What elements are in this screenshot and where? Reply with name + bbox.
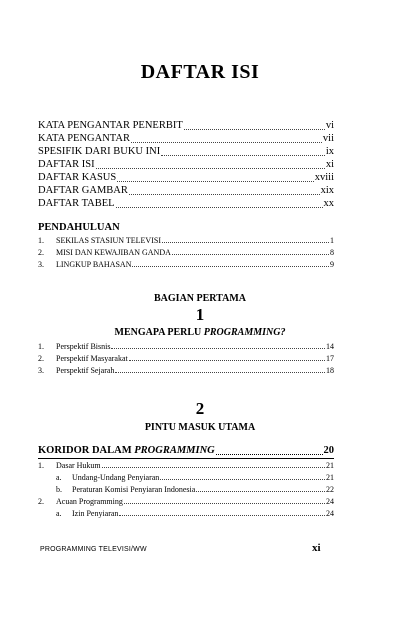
leader-dots — [124, 502, 325, 504]
toc-entry[interactable] — [38, 343, 334, 351]
leader-dots — [116, 206, 323, 208]
leader-dots — [117, 180, 314, 182]
toc-entry-page: 21 — [326, 461, 334, 470]
toc-entry-page: 14 — [326, 342, 334, 351]
chapter-number: 2 — [195, 399, 205, 418]
leader-dots — [96, 167, 325, 169]
leader-dots — [111, 347, 325, 349]
section-heading-pendahuluan: PENDAHULUAN — [38, 222, 120, 233]
toc-entry-page: 24 — [326, 509, 334, 518]
toc-entry[interactable] — [38, 261, 334, 269]
toc-entry-number: 1. — [38, 342, 44, 351]
toc-entry[interactable] — [38, 367, 334, 375]
toc-entry-page: 24 — [326, 497, 334, 506]
toc-entry[interactable] — [38, 199, 334, 210]
toc-entry-page: 17 — [326, 354, 334, 363]
toc-entry-label: SEKILAS STASIUN TELEVISI — [56, 236, 161, 245]
leader-dots — [102, 466, 325, 468]
toc-entry[interactable] — [38, 355, 334, 363]
leader-dots — [161, 154, 325, 156]
toc-section-koridor[interactable] — [38, 446, 334, 457]
toc-entry-label: SPESIFIK DARI BUKU INI — [38, 146, 161, 157]
chapter-title-text: MENGAPA PERLU — [114, 327, 204, 338]
leader-dots — [160, 478, 325, 480]
toc-entry-number: a. — [56, 509, 62, 518]
toc-entry-label: KATA PENGANTAR — [38, 133, 130, 144]
toc-entry[interactable] — [56, 486, 334, 494]
toc-entry-page: ix — [325, 146, 334, 157]
toc-entry-label: Perspektif Masyarakat — [56, 354, 128, 363]
toc-entry-label: Dasar Hukum — [56, 461, 101, 470]
toc-entry-label: DAFTAR TABEL — [38, 198, 115, 209]
chapter-title — [0, 327, 400, 338]
leader-dots — [115, 371, 325, 373]
toc-entry[interactable] — [56, 510, 334, 518]
leader-dots — [129, 193, 320, 195]
leader-dots — [172, 253, 329, 255]
part-heading: BAGIAN PERTAMA — [154, 293, 246, 304]
leader-dots — [216, 453, 323, 455]
toc-entry[interactable] — [38, 462, 334, 470]
toc-entry-number: 3. — [38, 366, 44, 375]
toc-entry-page: 20 — [323, 445, 334, 456]
chapter-number: 1 — [195, 305, 205, 324]
toc-entry-number: 2. — [38, 248, 44, 257]
running-footer: PROGRAMMING TELEVISI/WW — [40, 546, 147, 553]
chapter-title: PINTU MASUK UTAMA — [144, 422, 256, 433]
toc-entry-page: xi — [325, 159, 334, 170]
leader-dots — [132, 265, 329, 267]
leader-dots — [196, 490, 325, 492]
page-title: DAFTAR ISI — [140, 61, 260, 83]
toc-entry-label: DAFTAR ISI — [38, 159, 95, 170]
section-rule — [38, 458, 334, 459]
toc-entry-label: Perspektif Sejarah — [56, 366, 115, 375]
toc-entry-page: 8 — [330, 248, 334, 257]
toc-entry-page: 1 — [330, 236, 334, 245]
toc-entry-number: 1. — [38, 461, 44, 470]
section-label-italic: PROGRAMMING — [134, 445, 215, 456]
toc-entry-label: DAFTAR GAMBAR — [38, 185, 128, 196]
page-number: xi — [312, 542, 321, 554]
toc-entry-page: vii — [322, 133, 334, 144]
toc-entry-label: Undang-Undang Penyiaran — [72, 473, 160, 482]
toc-entry[interactable] — [38, 237, 334, 245]
leader-dots — [131, 141, 322, 143]
toc-entry[interactable] — [38, 147, 334, 158]
toc-entry-number: 3. — [38, 260, 44, 269]
toc-entry-label: MISI DAN KEWAJIBAN GANDA — [56, 248, 171, 257]
toc-entry-number: 2. — [38, 497, 44, 506]
toc-entry-label: Izin Penyiaran — [72, 509, 119, 518]
toc-entry-page: xix — [320, 185, 334, 196]
toc-entry-page: 21 — [326, 473, 334, 482]
toc-entry[interactable] — [38, 498, 334, 506]
toc-entry-page: 9 — [330, 260, 334, 269]
toc-entry-number: b. — [56, 485, 62, 494]
leader-dots — [129, 359, 325, 361]
toc-entry-label: Acuan Programming — [56, 497, 123, 506]
chapter-title-italic: PROGRAMMING? — [203, 327, 286, 338]
toc-entry-page: xx — [323, 198, 334, 209]
toc-entry-page: xviii — [314, 172, 334, 183]
toc-entry[interactable] — [38, 121, 334, 132]
toc-entry-number: a. — [56, 473, 62, 482]
toc-entry-label: DAFTAR KASUS — [38, 172, 117, 183]
toc-entry[interactable] — [38, 186, 334, 197]
toc-entry-page: 18 — [326, 366, 334, 375]
toc-entry-label: LINGKUP BAHASAN — [56, 260, 132, 269]
toc-entry[interactable] — [38, 173, 334, 184]
leader-dots — [184, 128, 325, 130]
toc-entry-label: Peraturan Komisi Penyiaran Indonesia — [72, 485, 196, 494]
toc-entry-label — [38, 446, 215, 457]
section-label-text: KORIDOR DALAM — [38, 445, 135, 456]
toc-entry-label: KATA PENGANTAR PENERBIT — [38, 120, 183, 131]
toc-entry[interactable] — [38, 160, 334, 171]
toc-entry[interactable] — [56, 474, 334, 482]
leader-dots — [119, 514, 325, 516]
toc-entry-page: 22 — [326, 485, 334, 494]
toc-entry-label: Perspektif Bisnis — [56, 342, 111, 351]
toc-entry[interactable] — [38, 249, 334, 257]
toc-entry-number: 2. — [38, 354, 44, 363]
toc-entry[interactable] — [38, 134, 334, 145]
toc-entry-page: vi — [325, 120, 334, 131]
leader-dots — [162, 241, 329, 243]
toc-entry-number: 1. — [38, 236, 44, 245]
